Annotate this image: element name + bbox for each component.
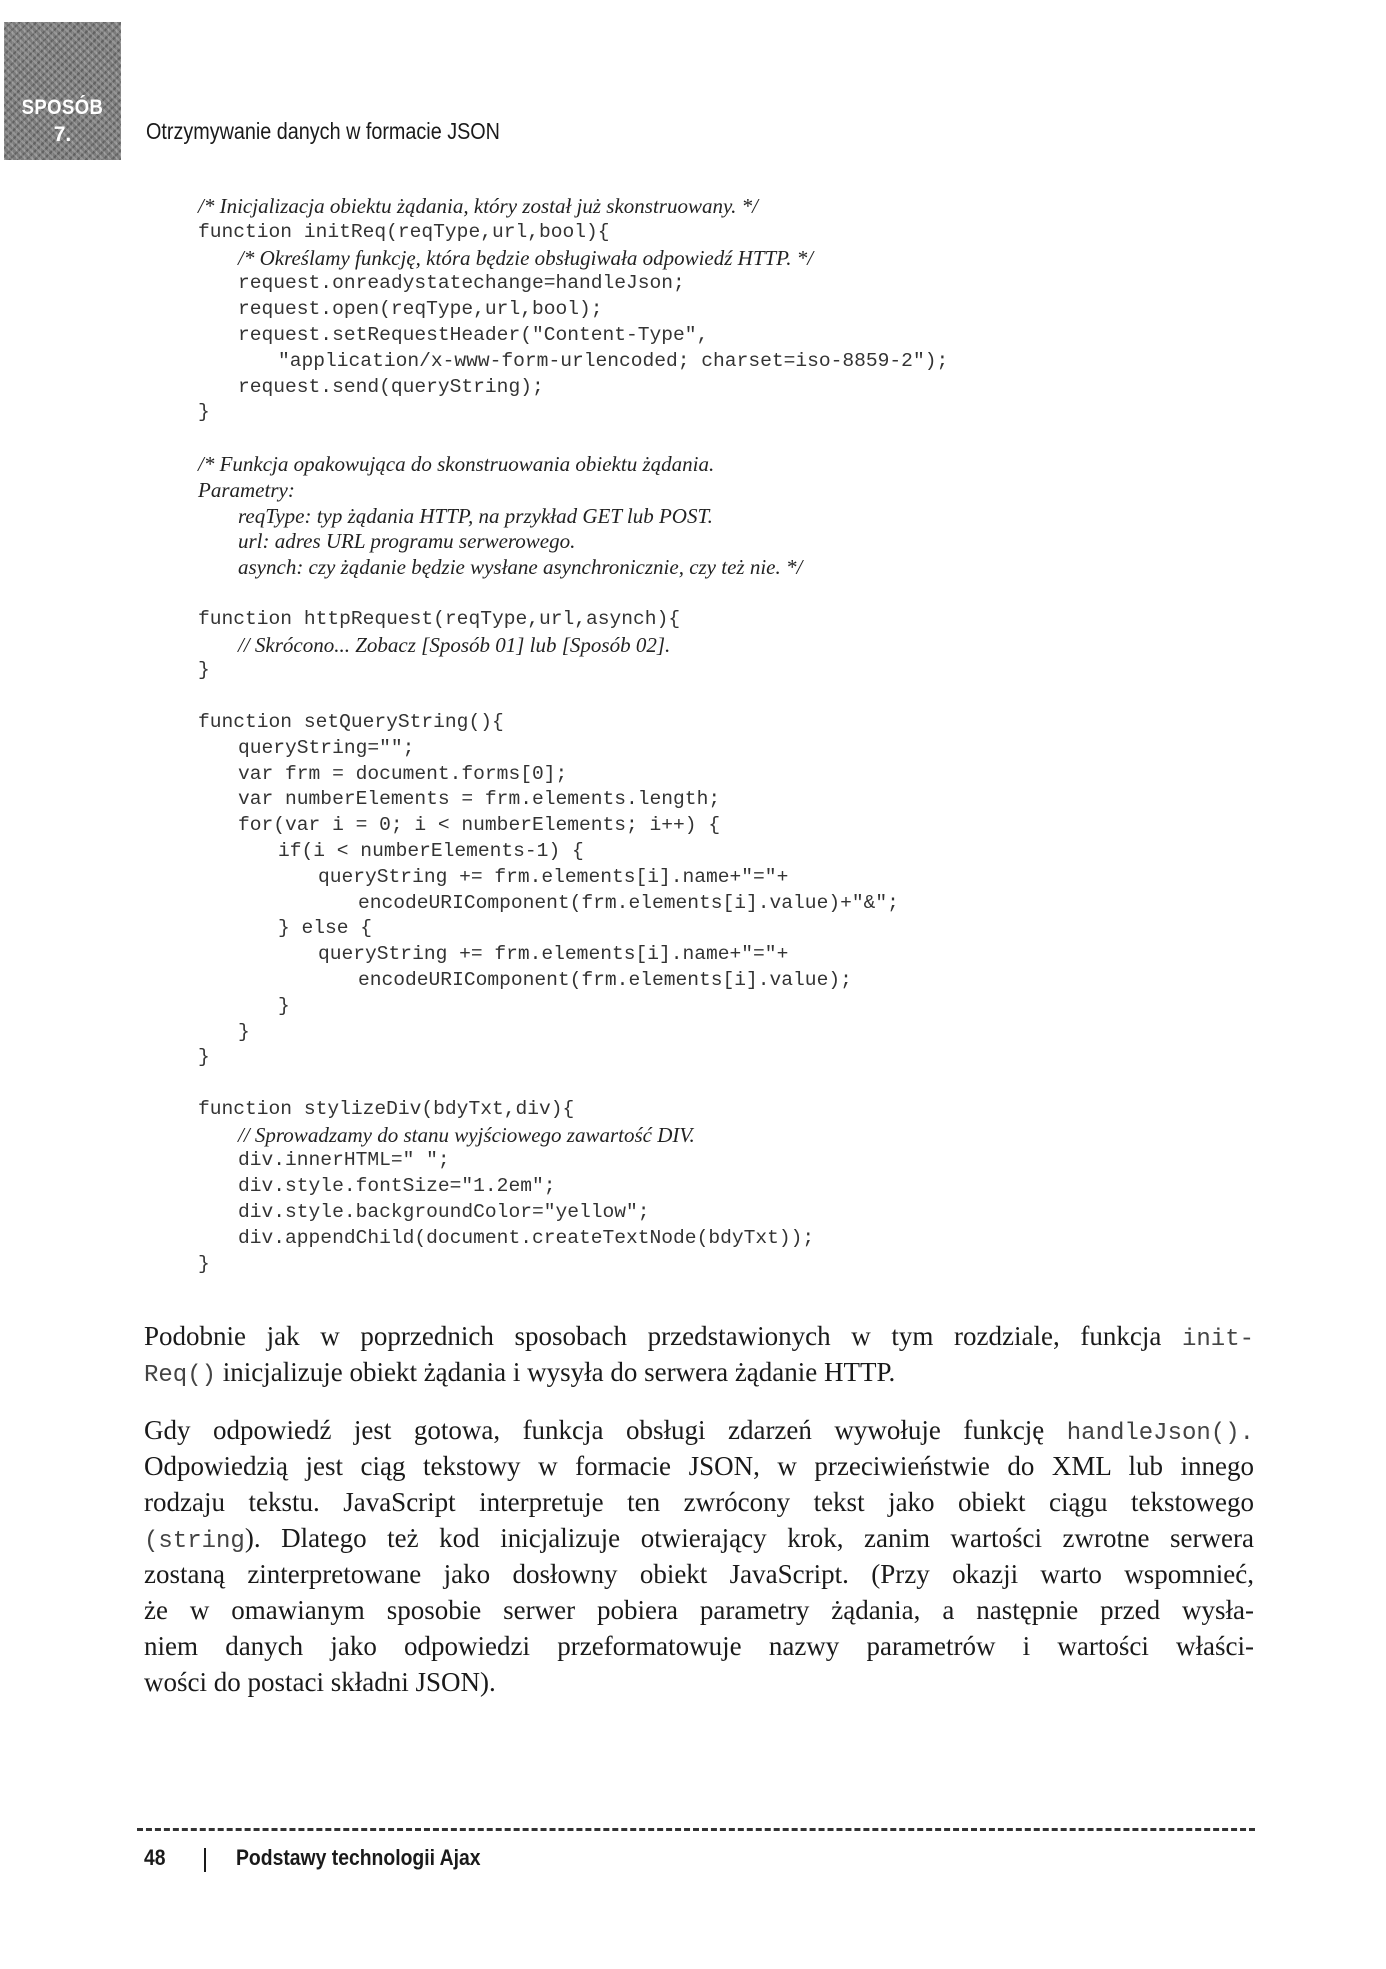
code-line: queryString += frm.elements[i].name+"="+ [318,865,789,888]
code-line: div.innerHTML=" "; [238,1149,450,1172]
badge-label: SPOSÓB [21,96,104,119]
code-line: function setQueryString(){ [198,710,504,733]
badge-number: 7. [53,123,72,146]
line-text: że w omawianym sposobie serwer pobiera parametry żądania, a następnie przed wysła- [144,1595,1254,1625]
code-line [198,426,1338,452]
code-line: div.style.backgroundColor="yellow"; [238,1201,650,1224]
code-line: function httpRequest(reqType,url,asynch){ [198,607,681,630]
paragraph-line [144,1556,1254,1592]
code-line: var numberElements = frm.elements.length; [238,788,721,811]
code-line: for(var i = 0; i < numberElements; i++) { [238,814,721,837]
code-line: request.onreadystatechange=handleJson; [238,272,685,295]
code-line: encodeURIComponent(frm.elements[i].value)+"&"; [358,891,899,914]
paragraph-line [144,1520,1254,1556]
code-line: } [198,1046,210,1069]
section-badge [4,22,121,160]
code-line: if(i < numberElements-1) { [278,839,584,862]
code-comment-line: /* Inicjalizacja obiektu żądania, który został już skonstruowany. */ [198,194,758,218]
code-comment-line: reqType: typ żądania HTTP, na przykład GET lub POST. [238,503,713,528]
code-comment-line: /* Funkcja opakowująca do skonstruowania obiektu żądania. [198,451,715,476]
footer-separator [204,1848,206,1872]
line-text: inicjalizuje obiekt żądania i wysyła do serwera żądanie HTTP. [216,1357,896,1387]
code-line [198,684,1338,710]
code-line: var frm = document.forms[0]; [238,762,568,785]
code-line: } [238,1020,250,1043]
body-text [144,1318,1254,1722]
running-head: Otrzymywanie danych w formacie JSON [146,118,500,144]
paragraph [144,1412,1254,1700]
code-line: } else { [278,917,373,940]
paragraph-line [144,1318,1254,1354]
code-line: } [198,1252,210,1275]
line-text: zostaną zinterpretowane jako dosłowny obiekt JavaScript. (Przy okazji warto wspomnieć, [144,1559,1254,1589]
book-title: Podstawy technologii Ajax [236,1845,481,1870]
code-line: request.send(queryString); [238,375,544,398]
paragraph-line [144,1484,1254,1520]
code-listing [198,194,1338,1277]
paragraph-line [144,1448,1254,1484]
line-text: rodzaju tekstu. JavaScript interpretuje ten zwrócony tekst jako obiekt ciągu tekstowego [144,1487,1254,1517]
code-line: request.setRequestHeader("Content-Type", [238,323,709,346]
paragraph-line [144,1592,1254,1628]
line-text: wości do postaci składni JSON). [144,1667,496,1697]
paragraph-line [144,1354,1254,1390]
code-line: function initReq(reqType,url,bool){ [198,220,610,243]
paragraph-line [144,1412,1254,1448]
code-line: request.open(reqType,url,bool); [238,298,603,321]
line-text: niem danych jako odpowiedzi przeformatowuje nazwy parametrów i wartości właści- [144,1631,1254,1661]
code-line: queryString += frm.elements[i].name+"="+ [318,943,789,966]
code-comment-line: url: adres URL programu serwerowego. [238,529,576,554]
page-number: 48 [144,1845,166,1870]
code-comment-line: // Skrócono... Zobacz [Sposób 01] lub [Sposób 02]. [238,632,671,657]
code-line: function stylizeDiv(bdyTxt,div){ [198,1097,575,1120]
code-line: div.style.fontSize="1.2em"; [238,1175,556,1198]
code-comment-line: Parametry: [198,477,295,502]
line-text: Odpowiedzią jest ciąg tekstowy w formacie JSON, w przeciwieństwie do XML lub innego [144,1451,1254,1481]
inline-code: (string [144,1528,245,1555]
footer-rule [137,1828,1255,1831]
paragraph-line [144,1628,1254,1664]
inline-code: init- [1181,1326,1254,1353]
code-line: div.appendChild(document.createTextNode(bdyTxt)); [238,1226,815,1249]
inline-code: handleJson(). [1066,1420,1254,1447]
line-text: Podobnie jak w poprzednich sposobach przedstawionych w tym rozdziale, funkcja [144,1321,1182,1351]
code-comment-line: // Sprowadzamy do stanu wyjściowego zawartość DIV. [238,1122,695,1147]
code-line: encodeURIComponent(frm.elements[i].value); [358,968,852,991]
code-comment-line: /* Określamy funkcję, która będzie obsługiwała odpowiedź HTTP. */ [238,245,814,270]
code-line: "application/x-www-form-urlencoded; charset=iso-8859-2"); [278,349,949,372]
code-line: } [278,994,290,1017]
code-line [198,1071,1338,1097]
line-text: ). Dlatego też kod inicjalizuje otwierający krok, zanim wartości zwrotne serwera [244,1523,1254,1553]
paragraph-line [144,1664,1254,1700]
code-line: } [198,401,210,424]
code-line: queryString=""; [238,736,415,759]
inline-code: Req() [144,1362,217,1389]
code-line: } [198,659,210,682]
line-text: Gdy odpowiedź jest gotowa, funkcja obsługi zdarzeń wywołuje funkcję [144,1415,1067,1445]
paragraph [144,1318,1254,1390]
code-comment-line: asynch: czy żądanie będzie wysłane asynchronicznie, czy też nie. */ [238,555,803,580]
code-line [198,581,1338,607]
